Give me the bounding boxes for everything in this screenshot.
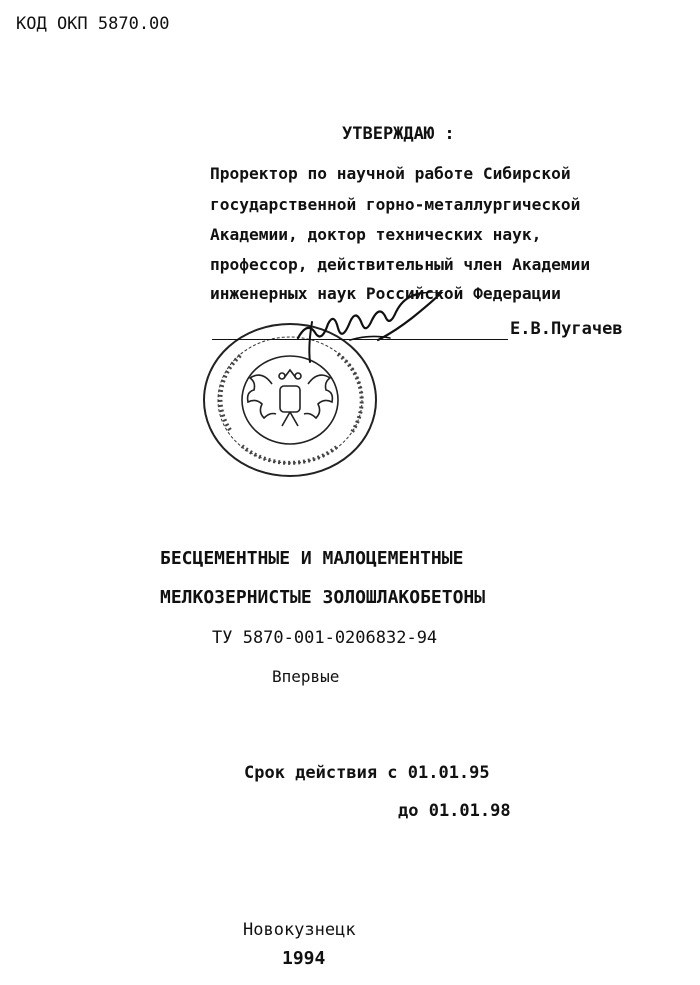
validity-from: Срок действия с 01.01.95 bbox=[244, 763, 490, 783]
signatory-line-2: государственной горно-металлургической bbox=[210, 195, 581, 214]
signatory-line-3: Академии, доктор технических наук, bbox=[210, 225, 542, 244]
city: Новокузнецк bbox=[243, 920, 356, 940]
document-status: Впервые bbox=[272, 667, 340, 686]
signatory-line-4: профессор, действительный член Академии bbox=[210, 255, 591, 274]
handwritten-signature bbox=[290, 292, 480, 372]
emblem-icon bbox=[248, 370, 333, 426]
signer-name: Е.В.Пугачев bbox=[510, 319, 623, 339]
signatory-line-5: инженерных наук Российской Федерации bbox=[210, 284, 561, 303]
year: 1994 bbox=[282, 948, 326, 969]
document-title-line-1: БЕСЦЕМЕНТНЫЕ И МАЛОЦЕМЕНТНЫЕ bbox=[160, 548, 464, 569]
validity-to: до 01.01.98 bbox=[398, 801, 511, 821]
product-code: КОД ОКП 5870.00 bbox=[16, 14, 170, 34]
signatory-line-1: Проректор по научной работе Сибирской bbox=[210, 164, 571, 183]
approval-heading: УТВЕРЖДАЮ : bbox=[342, 124, 455, 144]
document-title-line-2: МЕЛКОЗЕРНИСТЫЕ ЗОЛОШЛАКОБЕТОНЫ bbox=[160, 587, 486, 608]
specification-number: ТУ 5870-001-0206832-94 bbox=[212, 628, 438, 648]
